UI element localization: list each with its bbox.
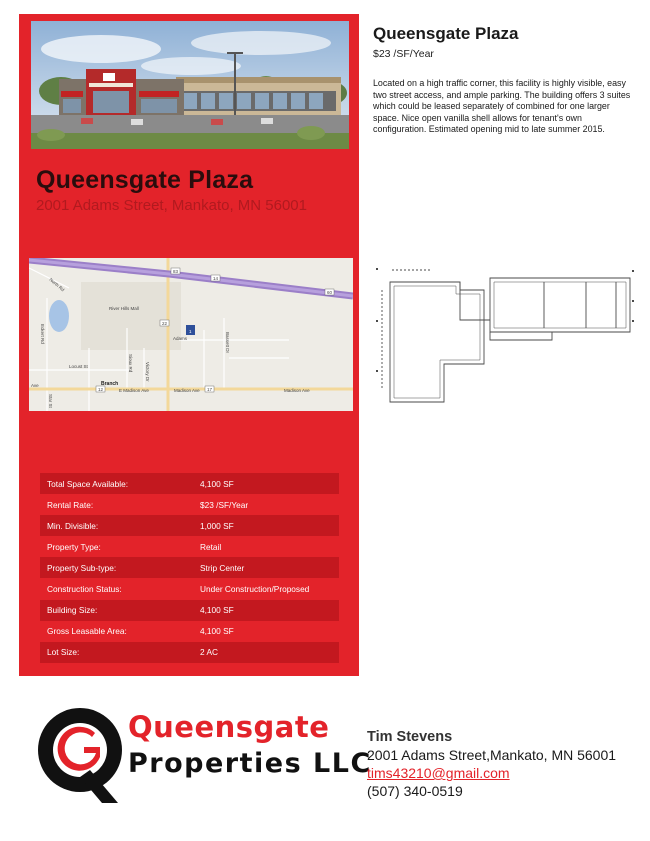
map-label-branch: Branch — [101, 381, 119, 387]
details-value: 1,000 SF — [200, 520, 234, 531]
map-label-hwy-12: 12 — [98, 387, 104, 392]
details-row — [40, 536, 339, 557]
details-row — [40, 642, 339, 663]
details-value: 4,100 SF — [200, 478, 234, 489]
map-label-locust: Locust St — [69, 364, 88, 369]
map-label-hwy-22: 22 — [162, 321, 168, 326]
contact-email-link[interactable]: tims43210@gmail.com — [367, 765, 510, 781]
location-map[interactable] — [29, 258, 353, 411]
building-photo — [31, 21, 349, 149]
contact-phone: (507) 340-0519 — [367, 783, 463, 799]
details-label: Property Type: — [47, 541, 101, 552]
details-row — [40, 473, 339, 494]
details-label: Property Sub-type: — [47, 562, 117, 573]
map-label-pin: 1 — [189, 329, 192, 334]
map-label-madison: E Madison Ave — [119, 388, 149, 393]
map-label-hwy-14a: 14 — [213, 276, 219, 281]
map-label-madison-w: Madison Ave — [174, 388, 200, 393]
details-row — [40, 578, 339, 599]
contact-address: 2001 Adams Street,Mankato, MN 56001 — [367, 747, 617, 763]
map-label-hwy-60: 60 — [327, 290, 333, 295]
details-label: Rental Rate: — [47, 499, 94, 510]
details-row — [40, 494, 339, 515]
details-row — [40, 600, 339, 621]
details-label: Total Space Available: — [47, 478, 129, 489]
map-label-bassett: Bassett Dr — [225, 332, 230, 354]
listing-rate: $23 /SF/Year — [373, 48, 434, 60]
map-label-eckert: Eckert Rd — [40, 324, 45, 344]
listing-title: Queensgate Plaza — [373, 24, 519, 43]
map-label-river-hills: River Hills Mall — [109, 306, 139, 311]
details-row — [40, 557, 339, 578]
panel-title: Queensgate Plaza — [36, 166, 254, 194]
details-row — [40, 515, 339, 536]
details-label: Min. Divisible: — [47, 520, 99, 531]
details-label: Gross Leasable Area: — [47, 626, 127, 637]
property-details-table — [40, 473, 339, 663]
details-value: 2 AC — [200, 647, 218, 658]
map-label-star-st: Star St — [48, 394, 53, 408]
map-label-ave: Ave — [31, 383, 39, 388]
floor-plan-drawing — [372, 260, 637, 420]
details-value: 4,100 SF — [200, 626, 234, 637]
map-label-hwy-83: 83 — [173, 269, 179, 274]
details-label: Construction Status: — [47, 584, 122, 595]
details-label: Building Size: — [47, 605, 98, 616]
details-value: 4,100 SF — [200, 605, 234, 616]
logo-mark-icon — [30, 695, 130, 810]
details-label: Lot Size: — [47, 647, 80, 658]
contact-name: Tim Stevens — [367, 729, 453, 745]
panel-address: 2001 Adams Street, Mankato, MN 56001 — [36, 197, 307, 214]
logo-wordmark-line1: Queensgate — [128, 710, 330, 744]
map-label-sioux: Sioux Rd — [128, 354, 133, 373]
logo-wordmark-line2: Properties LLC — [128, 748, 372, 779]
details-value: Under Construction/Proposed — [200, 584, 310, 595]
details-value: Retail — [200, 541, 222, 552]
contact-block — [367, 729, 616, 799]
map-label-victory: Victory Dr — [145, 362, 150, 382]
details-value: Strip Center — [200, 562, 245, 573]
map-label-north-rd: North Rd — [48, 276, 66, 293]
map-label-adams: Adams — [173, 336, 188, 341]
map-label-hwy-17: 17 — [207, 387, 213, 392]
details-value: $23 /SF/Year — [200, 499, 249, 510]
details-row — [40, 621, 339, 642]
listing-description: Located on a high traffic corner, this facility is highly visible, easy two street access, and ample parking. The building offers 3 suites which could be leased separately of combined for one larger space. Nice open vanilla shell allows for tenant's own configuration. Estimated opening mid to late summer 2015. — [373, 78, 631, 135]
map-label-madison-e: Madison Ave — [284, 388, 310, 393]
